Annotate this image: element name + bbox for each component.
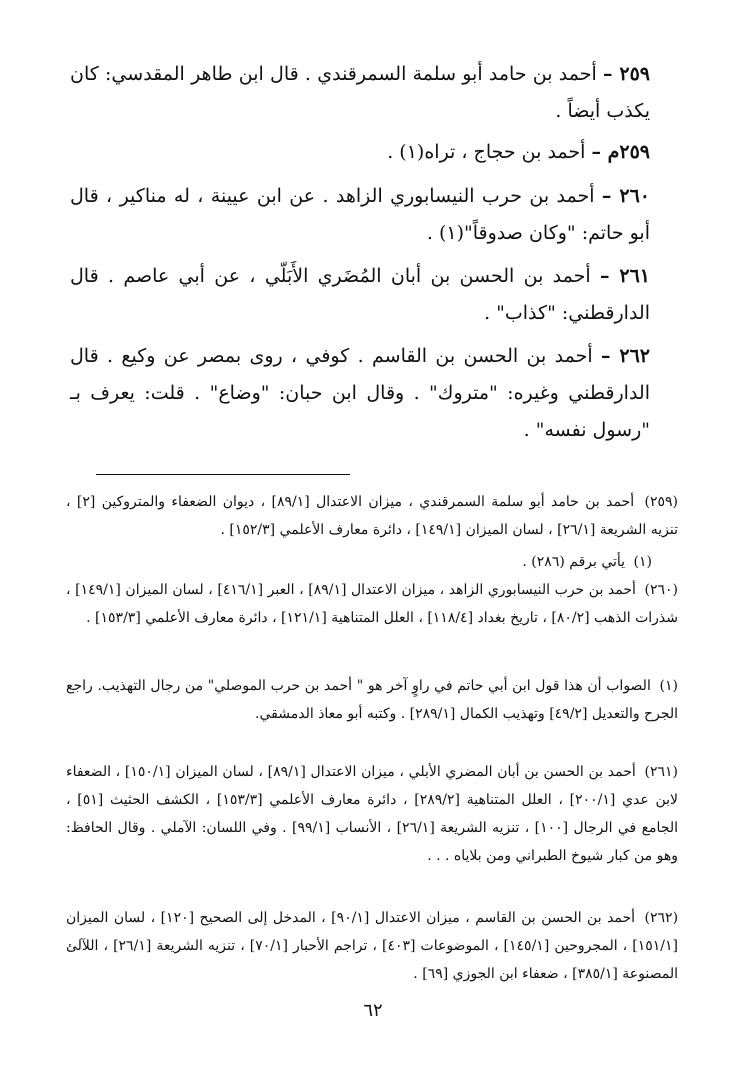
footnote-ref: (١) <box>633 554 652 570</box>
footnote-separator <box>96 474 350 475</box>
entry-text: أحمد بن الحسن بن أبان المُضَري الأَبَلّي ، عن أبي عاصم . قال الدارقطني: "كذاب" . <box>70 265 650 324</box>
footnote-260 <box>66 576 678 632</box>
page-number: ٦٢ <box>363 1000 383 1021</box>
footnote-260-note <box>66 672 678 728</box>
entry-259 <box>70 56 650 130</box>
entry-text: أحمد بن حجاج ، تراه(١) . <box>387 141 586 163</box>
footnote-text: يأتي برقم (٢٨٦) . <box>522 554 626 570</box>
entry-text: أحمد بن الحسن بن القاسم . كوفي ، روى بمصر عن وكيع . قال الدارقطني وغيره: "متروك" . وقال ابن حبان: "وضاع" . قلت: يعرف بـ "رسول نفسه" . <box>70 345 650 441</box>
footnote-text: الصواب أن هذا قول ابن أبي حاتم في راوٍ آخر هو " أحمد بن حرب الموصلي" من رجال التهذيب. راجع الجرح والتعديل [٤٩/٢] وتهذيب الكمال [٢٨٩/١] . وكتبه أبو معاذ الدمشقي. <box>66 678 678 722</box>
entry-259m <box>70 134 650 171</box>
footnote-text: أحمد بن حامد أبو سلمة السمرقندي ، ميزان الاعتدال [٨٩/١] ، ديوان الضعفاء والمتروكين [٢] ، تنزيه الشريعة [٢٦/١] ، لسان الميزان [١٤٩/١] ، دائرة معارف الأعلمي [١٥٢/٣] . <box>66 494 678 538</box>
footnote-ref: (٢٥٩) <box>644 494 678 510</box>
footnote-ref: (٢٦٢) <box>644 910 679 926</box>
entry-number: ٢٥٩ – <box>603 63 650 85</box>
entry-260 <box>70 178 650 252</box>
entry-text: أحمد بن حامد أبو سلمة السمرقندي . قال ابن طاهر المقدسي: كان يكذب أيضاً . <box>70 63 650 122</box>
footnote-text: أحمد بن الحسن بن أبان المضري الأبلي ، ميزان الاعتدال [٨٩/١] ، لسان الميزان [١٥٠/١] ، الضعفاء لابن عدي [٢٠٠/١] ، العلل المتناهية [٢٨٩/٢] ، دائرة معارف الأعلمي [١٥٣/٣] ، الكشف الحثيث [٥١] ، الجامع في الرجال [١٠٠] ، تنزيه الشريعة [٢٦/١] ، الأنساب [٩٩/١] . وفي اللسان: الآملي . وقال الحافظ: وهو من كبار شيوخ الطبراني ومن بلاياه . . . <box>66 764 679 864</box>
entry-number: ٢٦٠ – <box>601 185 650 207</box>
footnote-ref: (١) <box>659 678 678 694</box>
footnote-262 <box>66 904 678 988</box>
entry-text: أحمد بن حرب النيسابوري الزاهد . عن ابن عيينة ، له مناكير ، قال أبو حاتم: "وكان صدوقاً"(١) . <box>70 185 650 244</box>
entry-number: ٢٦١ – <box>599 265 650 287</box>
entry-number: ٢٥٩م – <box>591 141 650 163</box>
entry-number: ٢٦٢ – <box>600 345 650 367</box>
footnote-261 <box>66 758 678 870</box>
footnote-259 <box>66 488 678 544</box>
footnote-ref: (٢٦١) <box>644 764 678 780</box>
footnote-ref: (٢٦٠) <box>644 582 679 598</box>
entry-262 <box>70 338 650 449</box>
entry-261 <box>70 258 650 332</box>
footnote-text: أحمد بن الحسن بن القاسم ، ميزان الاعتدال [٩٠/١] ، المدخل إلى الصحيح [١٢٠] ، لسان الميزان [١٥١/١] ، المجروحين [١٤٥/١] ، الموضوعات [٤٠٣] ، تراجم الأحبار [٧٠/١] ، تنزيه الشريعة [٢٦/١] ، اللآلئ المصنوعة [٣٨٥/١] ، ضعفاء ابن الجوزي [٦٩] . <box>66 910 678 982</box>
footnote-259-note <box>66 548 678 576</box>
footnote-text: أحمد بن حرب النيسابوري الزاهد ، ميزان الاعتدال [٨٩/١] ، العبر [٤١٦/١] ، لسان الميزان [١٤٩/١] ، شذرات الذهب [٨٠/٢] ، تاريخ بغداد [١١٨/٤] ، العلل المتناهية [١٢١/١] ، دائرة معارف الأعلمي [١٥٣/٣] . <box>66 582 678 626</box>
